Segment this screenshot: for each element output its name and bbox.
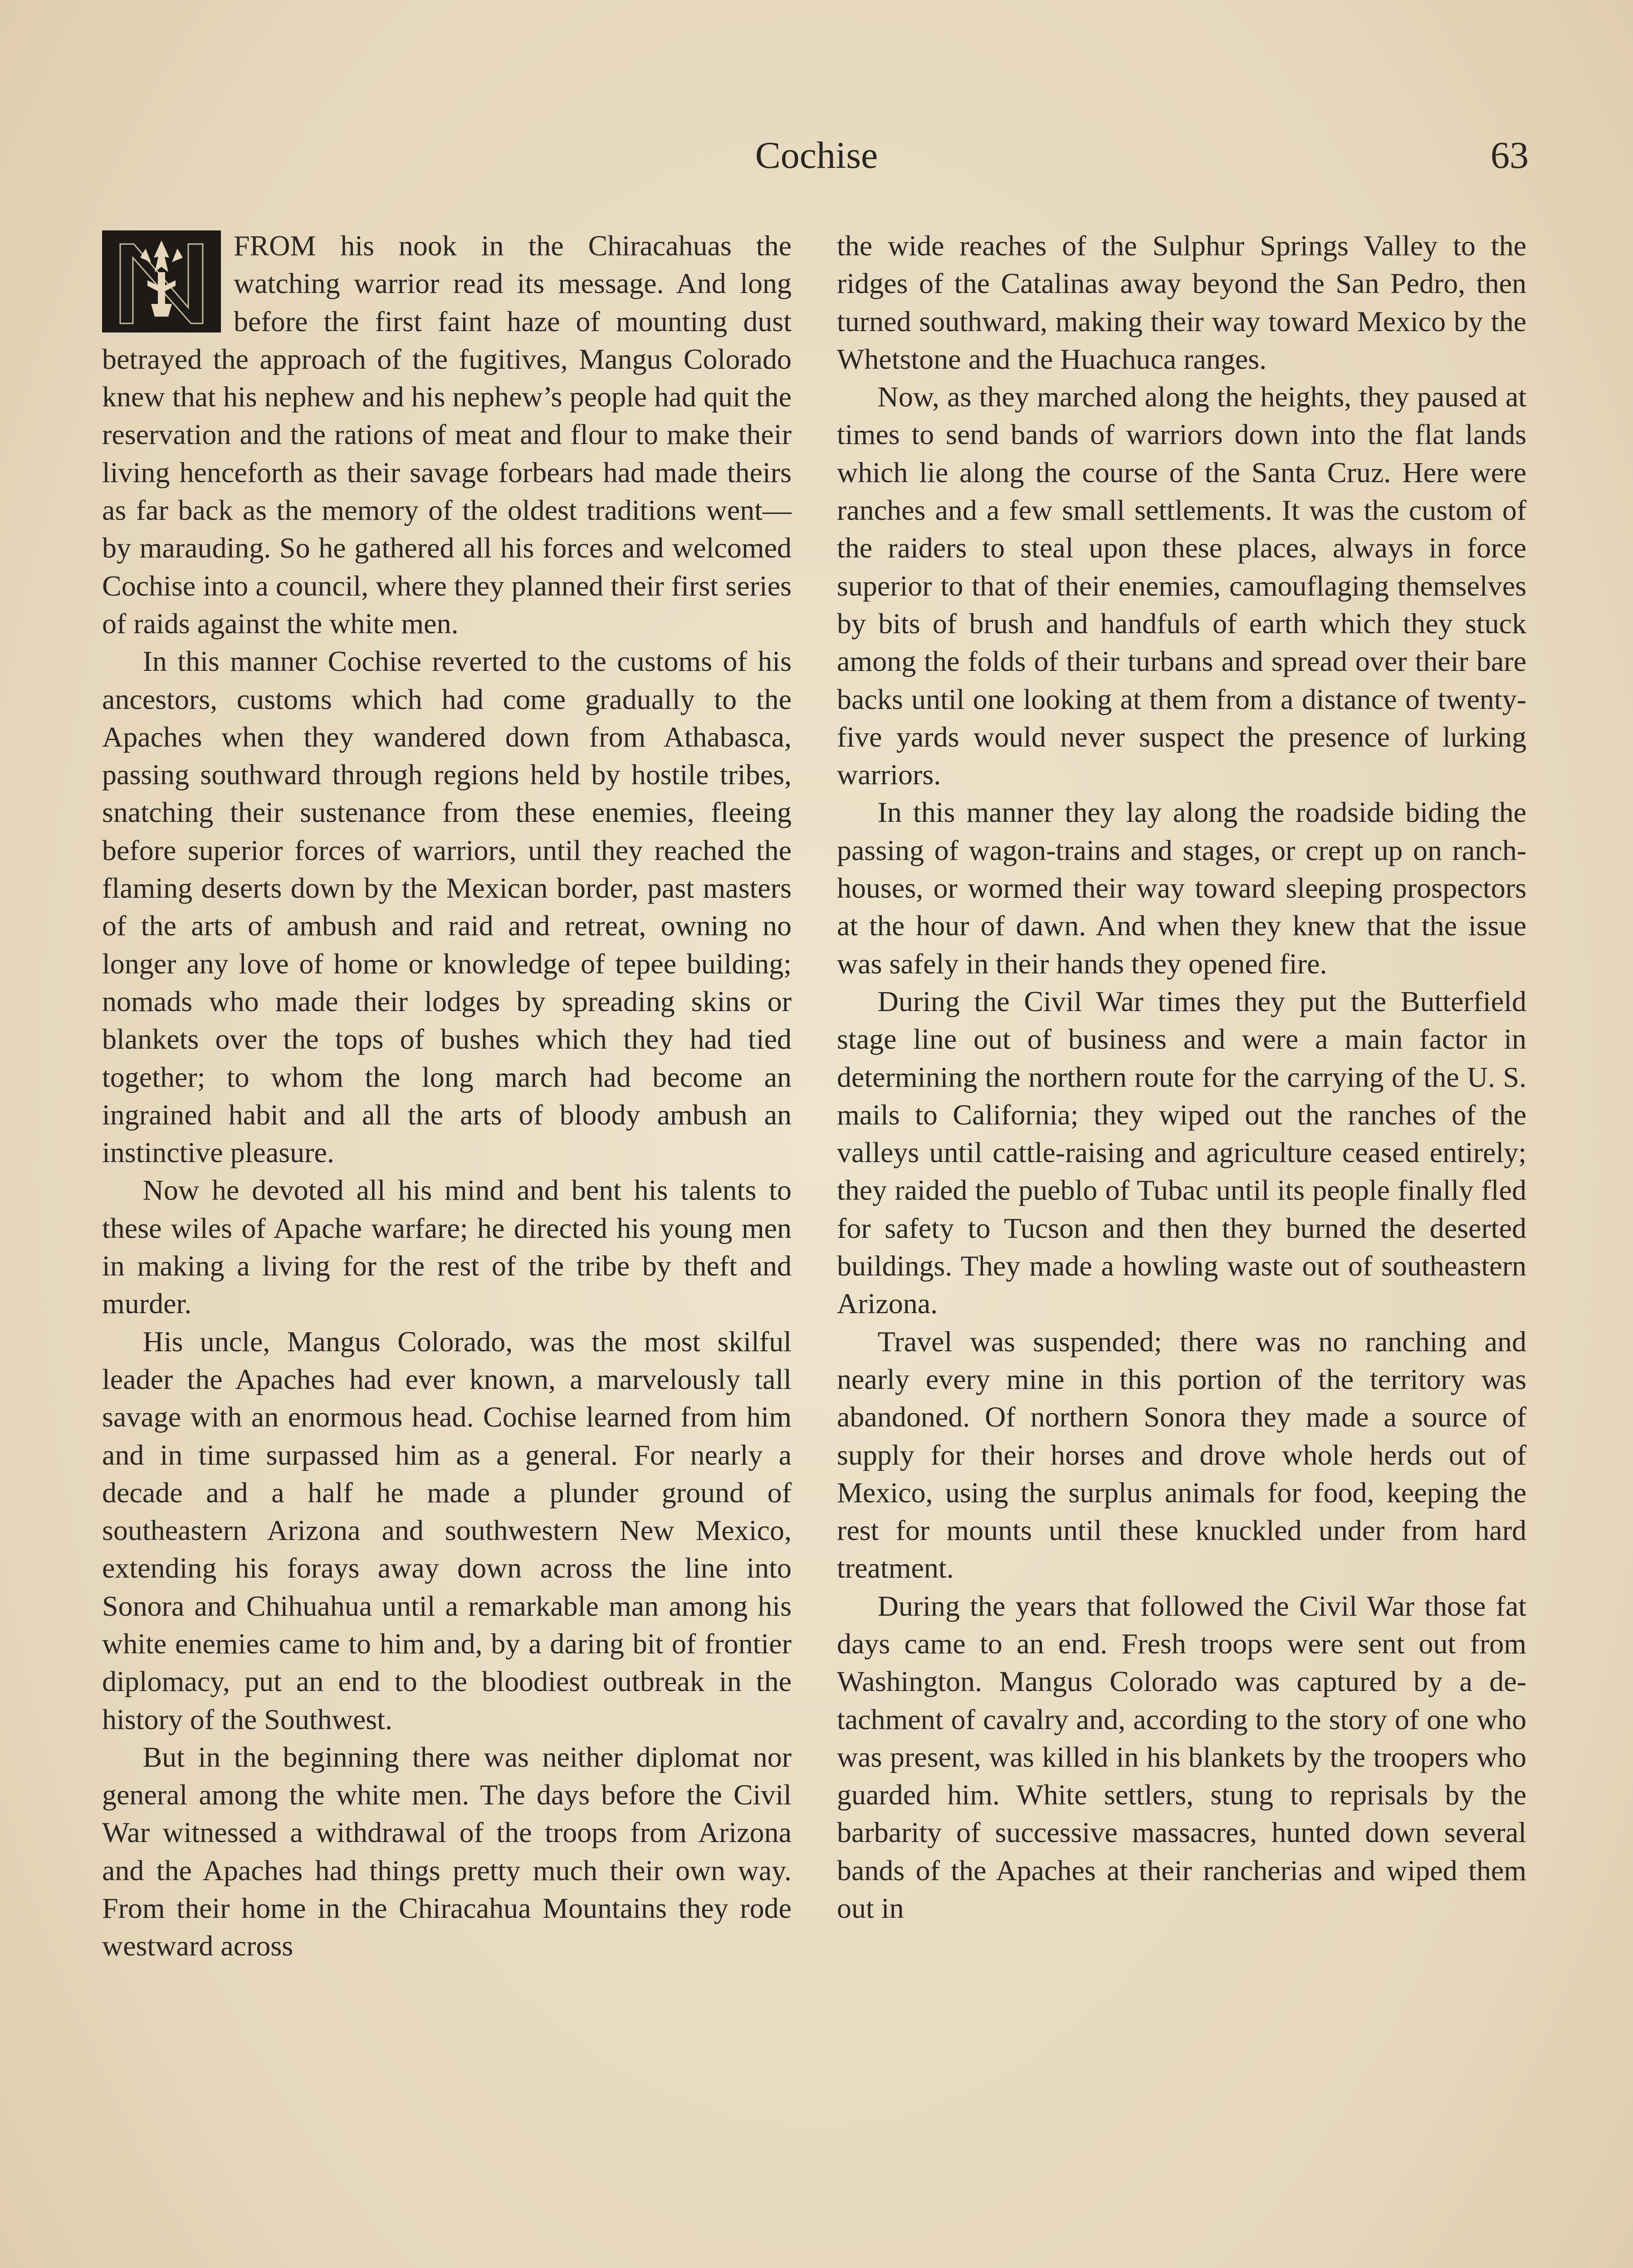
page-title: Cochise bbox=[755, 134, 878, 176]
paragraph: the wide reaches of the Sulphur Springs Valley to the ridges of the Catalinas away beyond the San Pedro, then turned southward, making their way toward Mexico by the Whetstone and the Huachuca ranges. bbox=[837, 230, 1526, 375]
paragraph: In this manner Cochise reverted to the customs of his ancestors, customs which had come gradually to the Apaches when they wandered down from Athabasca, passing southward through regions held by hostile tribes, snatching their sustenance from these enemies, fleeing before superior forces of warriors, until they reached the flaming deserts down by the Mexican border, past masters of the arts of ambush and raid and retreat, owning no longer any love of home or knowledge of tepee building; nomads who made their lodges by spreading skins or blankets over the tops of bushes which they had tied together; to whom the long march had become an ingrained habit and all the arts of bloody ambush an instinctive pleasure. bbox=[102, 645, 792, 1169]
paragraph: But in the beginning there was neither diplomat nor general among the white men. The days before the Civil War witnessed a withdrawal of the troops from Arizona and the Apaches had things pretty much their own way. From their home in the Chiracahua Mountains they rode westward across bbox=[102, 1740, 792, 1962]
ornamental-drop-cap-icon bbox=[102, 230, 221, 332]
right-column bbox=[837, 227, 1526, 2268]
left-column bbox=[102, 227, 792, 2268]
paragraph: Now, as they marched along the heights, they paused at times to send bands of warriors down into the flat lands which lie along the course of the Santa Cruz. Here were ranches and a few small settlements. It was the custom of the raiders to steal upon these places, always in force superior to that of their enemies, camouflaging themselves by bits of brush and handfuls of earth which they stuck among the folds of their turbans and spread over their bare backs until one looking at them from a distance of twenty-five yards would never suspect the presence of lurking warriors. bbox=[837, 381, 1526, 791]
page-number: 63 bbox=[1491, 134, 1529, 176]
paragraph: His uncle, Mangus Colorado, was the most skilful leader the Apaches had ever known, a marvelously tall savage with an enormous head. Cochise learned from him and in time surpassed him as a general. For nearly a decade and a half he made a plunder ground of southeastern Arizona and southwestern New Mexico, extending his forays away down across the line into Sonora and Chihuahua until a remarkable man among his white enemies came to him and, by a daring bit of frontier diplomacy, put an end to the bloodiest outbreak in the history of the Southwest. bbox=[102, 1325, 792, 1735]
running-head bbox=[0, 131, 1633, 181]
paragraph: In this manner they lay along the roadside biding the passing of wagon-trains and stages, or crept up on ranch-houses, or wormed their way toward sleeping prospectors at the hour of dawn. And when they knew that the issue was safely in their hands they opened fire. bbox=[837, 796, 1526, 980]
paragraph: FROM his nook in the Chiracahuas the watching warrior read its message. And long before the first faint haze of mounting dust betrayed the approach of the fugitives, Mangus Colorado knew that his nephew and his nephew’s people had quit the reservation and the rations of meat and flour to make their living henceforth as their savage forbears had made theirs as far back as the memory of the oldest traditions went—by marauding. So he gathered all his forces and welcomed Cochise into a council, where they planned their first series of raids against the white men. bbox=[102, 230, 792, 640]
paragraph: Now he devoted all his mind and bent his talents to these wiles of Apache warfare; he directed his young men in making a living for the rest of the tribe by theft and murder. bbox=[102, 1174, 792, 1320]
paragraph: During the years that followed the Civil War those fat days came to an end. Fresh troops were sent out from Washington. Mangus Colorado was captured by a detachment of cavalry and, according to the story of one who was present, was killed in his blankets by the troopers who guarded him. White settlers, stung to reprisals by the barbarity of successive massacres, hunted down several bands of the Apaches at their rancherias and wiped them out in bbox=[837, 1589, 1526, 1925]
paragraph: Travel was suspended; there was no ranching and nearly every mine in this portion of the territory was abandoned. Of northern Sonora they made a source of supply for their horses and drove whole herds out of Mexico, using the surplus animals for food, keeping the rest for mounts until these knuckled under from hard treatment. bbox=[837, 1325, 1526, 1584]
paragraph: During the Civil War times they put the Butterfield stage line out of business and were a main factor in determining the northern route for the carrying of the U. S. mails to California; they wiped out the ranches of the valleys until cattle-raising and agriculture ceased entirely; they raided the pueblo of Tubac until its people finally fled for safety to Tucson and then they burned the deserted buildings. They made a howling waste out of southeastern Arizona. bbox=[837, 985, 1526, 1320]
